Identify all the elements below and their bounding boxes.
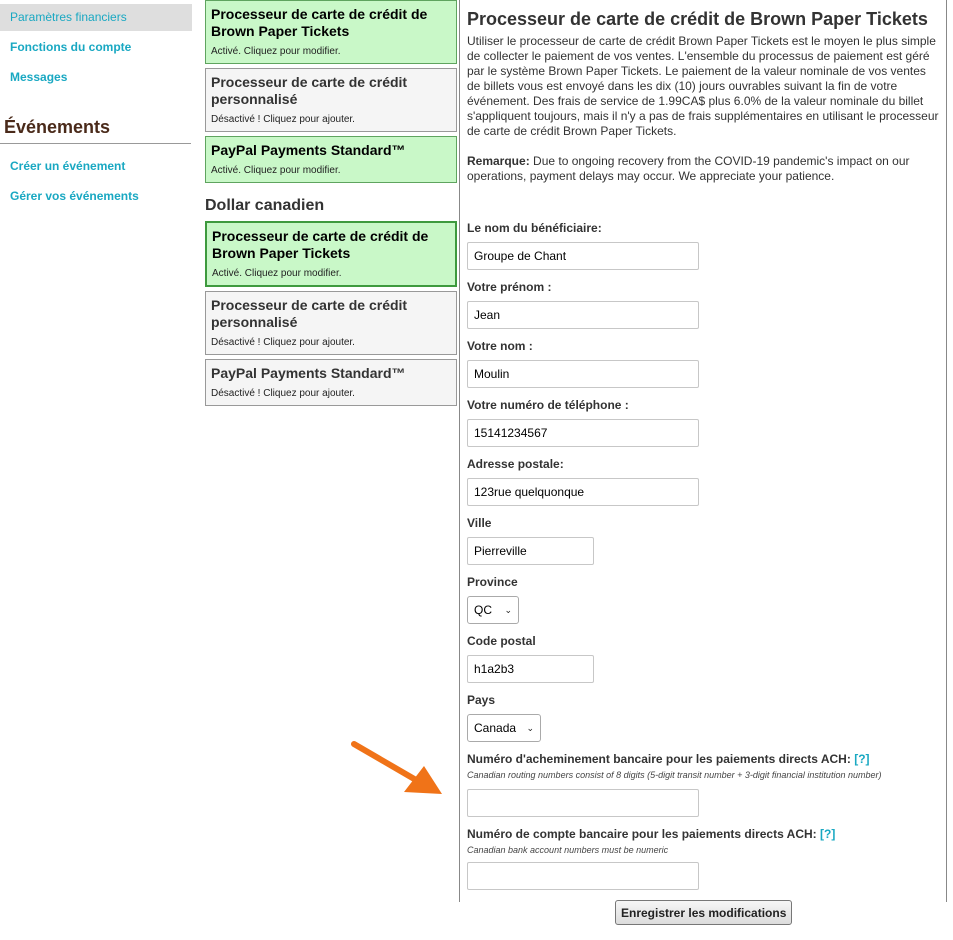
processor-detail-panel [459, 0, 947, 920]
routing-number-input[interactable] [467, 789, 699, 817]
processor-title: PayPal Payments Standard™ [211, 365, 406, 381]
routing-help-link[interactable]: [?] [854, 752, 870, 766]
city-label: Ville [467, 516, 492, 530]
processor-title: Processeur de carte de crédit de Brown Paper Tickets [212, 228, 429, 261]
note-label: Remarque: [467, 154, 530, 168]
last-name-input[interactable] [467, 360, 699, 388]
orange-arrow-icon [350, 740, 446, 798]
sidebar-item-financial-settings[interactable]: Paramètres financiers [0, 4, 192, 31]
phone-label: Votre numéro de téléphone : [467, 398, 629, 412]
account-number-label-text: Numéro de compte bancaire pour les paiements directs ACH: [467, 827, 817, 841]
address-input[interactable] [467, 478, 699, 506]
first-name-input[interactable] [467, 301, 699, 329]
processor-custom-credit-card-cad[interactable] [205, 291, 457, 355]
address-label: Adresse postale: [467, 457, 564, 471]
account-number-input[interactable] [467, 862, 699, 890]
processor-bpt-credit-card-cad[interactable] [205, 221, 457, 287]
chevron-down-icon: ⌄ [504, 604, 512, 615]
processor-status: Désactivé ! Cliquez pour ajouter. [211, 337, 355, 348]
account-help-link[interactable]: [?] [820, 827, 836, 841]
sidebar-item-create-event[interactable]: Créer un événement [10, 159, 126, 173]
country-select[interactable] [467, 714, 541, 742]
processor-status: Activé. Cliquez pour modifier. [212, 268, 342, 279]
save-button[interactable]: Enregistrer les modifications [615, 900, 792, 925]
postal-code-input[interactable] [467, 655, 594, 683]
panel-title: Processeur de carte de crédit de Brown Paper Tickets [467, 9, 928, 29]
processor-title: Processeur de carte de crédit personnalisé [211, 74, 408, 107]
account-number-hint: Canadian bank account numbers must be numeric [467, 845, 669, 855]
processor-paypal-cad[interactable] [205, 359, 457, 406]
beneficiary-label: Le nom du bénéficiaire: [467, 221, 602, 235]
routing-number-hint: Canadian routing numbers consist of 8 digits (5-digit transit number + 3-digit financial institution number) [467, 770, 882, 780]
postal-code-label: Code postal [467, 634, 536, 648]
currency-heading: Dollar canadien [205, 197, 325, 214]
city-input[interactable] [467, 537, 594, 565]
payee-form [467, 221, 939, 925]
processor-status: Désactivé ! Cliquez pour ajouter. [211, 114, 355, 125]
sidebar-item-messages[interactable]: Messages [10, 70, 68, 84]
province-select[interactable] [467, 596, 519, 624]
phone-input[interactable] [467, 419, 699, 447]
province-value: QC [474, 603, 492, 617]
processor-title: PayPal Payments Standard™ [211, 142, 406, 158]
province-label: Province [467, 575, 518, 589]
routing-number-label-text: Numéro d'acheminement bancaire pour les paiements directs ACH: [467, 752, 851, 766]
routing-number-label [467, 752, 939, 768]
beneficiary-input[interactable] [467, 242, 699, 270]
country-value: Canada [474, 721, 517, 735]
country-label: Pays [467, 693, 496, 707]
processor-title: Processeur de carte de crédit personnalisé [211, 297, 408, 330]
processor-status: Activé. Cliquez pour modifier. [211, 46, 341, 57]
processor-status: Désactivé ! Cliquez pour ajouter. [211, 388, 355, 399]
processor-status: Activé. Cliquez pour modifier. [211, 165, 341, 176]
panel-note [467, 154, 939, 184]
sidebar-item-account-functions[interactable]: Fonctions du compte [10, 40, 132, 54]
processor-list [205, 0, 457, 410]
events-heading: Événements [0, 117, 191, 144]
note-text: Due to ongoing recovery from the COVID-19 pandemic's impact on our operations, payment delays may occur. We appreciate your patience. [467, 154, 910, 183]
processor-paypal[interactable] [205, 136, 457, 183]
processor-bpt-credit-card[interactable] [205, 0, 457, 64]
first-name-label: Votre prénom : [467, 280, 552, 294]
chevron-down-icon: ⌄ [526, 722, 534, 733]
panel-description: Utiliser le processeur de carte de crédit Brown Paper Tickets est le moyen le plus simple de collecter le paiement de vos ventes. L'ensemble du processus de paiement est géré par le système Brown Paper Tickets. Le paiement de la valeur nominale de vos ventes de billets vous est envoyé dans les dix (10) jours ouvrables suivant la fin de votre événement. Des frais de service de 1.99CA$ plus 6.0% de la valeur nominale du billet s'appliquent toujours, mais il n'y a pas de frais supplémentaires en utilisant le processeur de carte de crédit Brown Paper Tickets. [467, 34, 939, 138]
last-name-label: Votre nom : [467, 339, 533, 353]
processor-title: Processeur de carte de crédit de Brown Paper Tickets [211, 6, 428, 39]
sidebar [0, 0, 192, 213]
sidebar-item-manage-events[interactable]: Gérer vos événements [10, 189, 139, 203]
processor-custom-credit-card[interactable] [205, 68, 457, 132]
account-number-label [467, 827, 939, 843]
